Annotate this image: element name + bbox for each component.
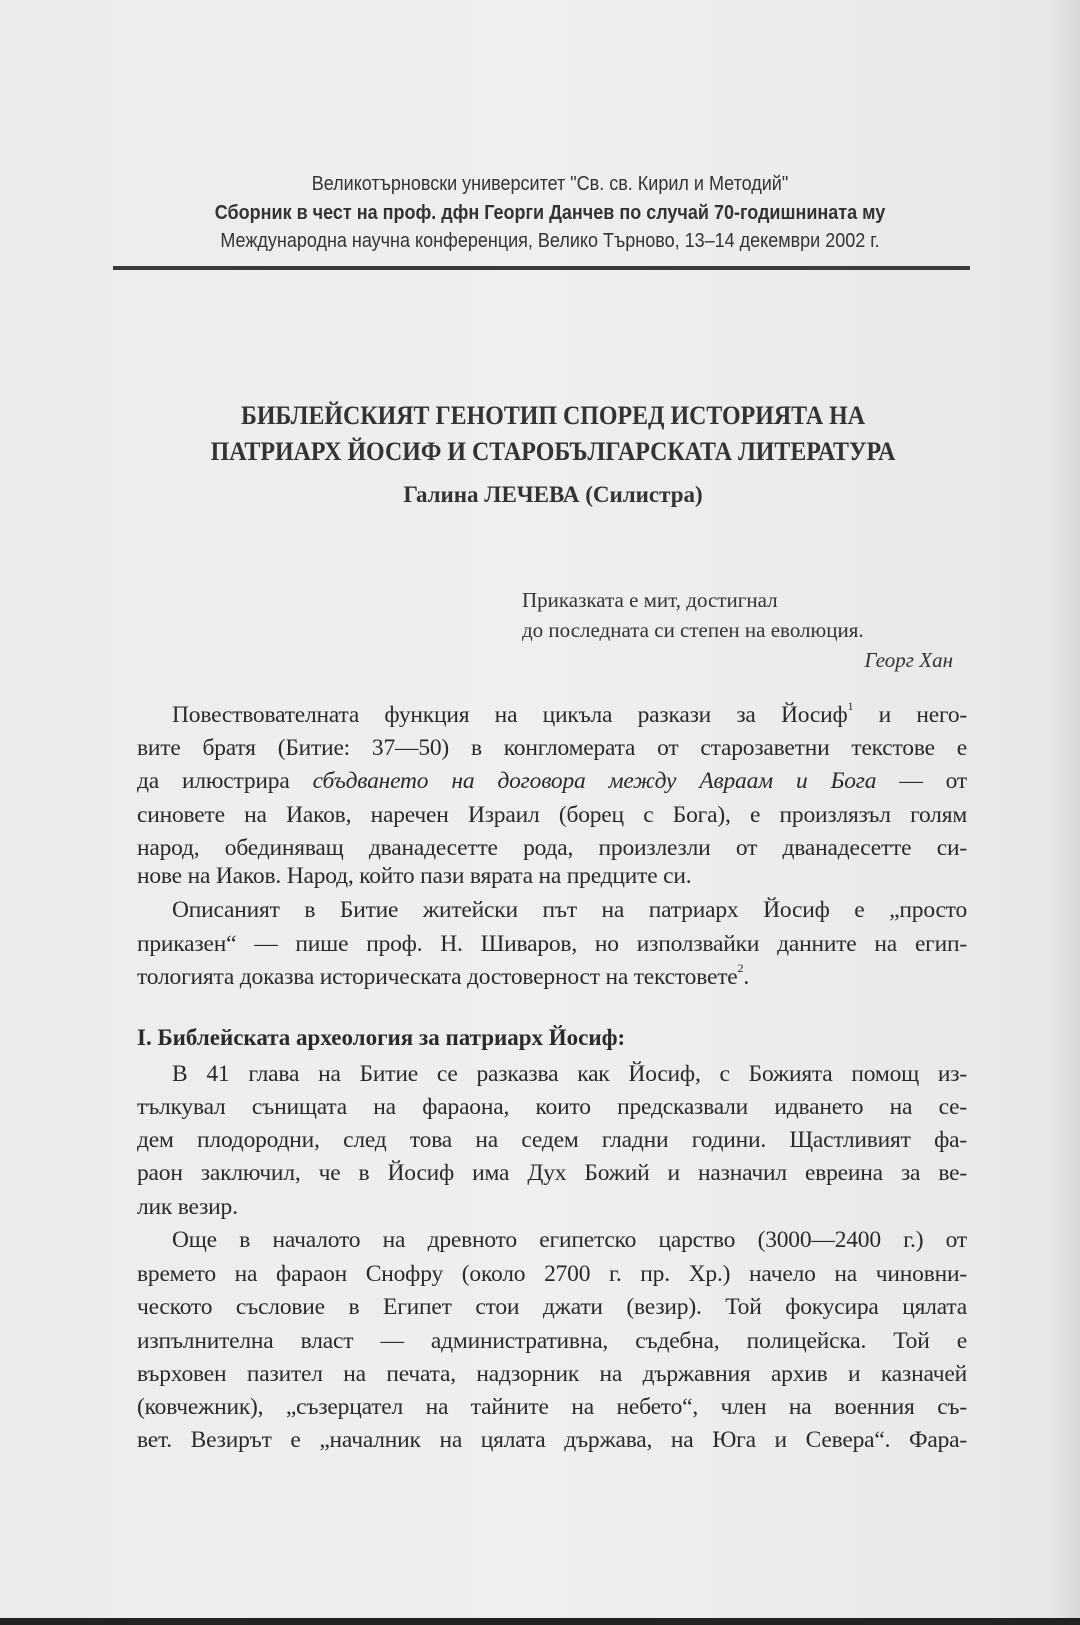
text-line — [137, 962, 967, 992]
italic-text: сбъдването на договора между Авраам и Бога — [312, 768, 877, 794]
text-line: раон заключил, че в Йосиф има Дух Божий и назначил евреина за ве- — [137, 1160, 967, 1186]
text-line: ческото съсловие в Египет стои джати (везир). Той фокусира цялата — [137, 1294, 967, 1320]
text-line: Още в началото на древното египетско царство (3000—2400 г.) от — [172, 1227, 967, 1253]
text: Повествователната функция на цикъла разкази за Йосиф — [172, 702, 848, 728]
text: . — [743, 964, 749, 990]
text-line: дем плодородни, след това на седем гладни години. Щастливият фа- — [137, 1127, 967, 1153]
text-line: народ, обединяващ дванадесетте рода, произлезли от дванадесетте си- — [137, 835, 967, 861]
text-line: приказен“ — пише проф. Н. Шиваров, но използвайки данните на егип- — [137, 931, 967, 957]
text-line — [137, 766, 967, 796]
footnote-ref-1[interactable]: 1 — [847, 699, 854, 713]
article-author: Галина ЛЕЧЕВА (Силистра) — [403, 482, 703, 507]
epigraph-line1: Приказката е мит, достигнал — [522, 588, 778, 612]
text-line: Описаният в Битие житейски път на патриарх Йосиф е „просто — [172, 897, 967, 923]
text-line: лик везир. — [137, 1194, 238, 1220]
text-line: В 41 глава на Битие се разказва как Йосиф, с Божията помощ из- — [172, 1061, 967, 1087]
text-line: върховен пазител на печата, надзорник на държавния архив и казначей — [137, 1361, 967, 1387]
text-line: нове на Иаков. Народ, който пази вярата на предците си. — [137, 863, 692, 889]
text-line: (ковчежник), „съзерцател на тайните на небето“, член на военния съ- — [137, 1394, 967, 1420]
text: да илюстрира — [137, 768, 313, 794]
footnote-ref-2[interactable]: 2 — [737, 961, 744, 975]
header-university: Великотърновски университет "Св. св. Кирил и Методий" — [311, 173, 789, 195]
article-title-line1: БИБЛЕЙСКИЯТ ГЕНОТИП СПОРЕД ИСТОРИЯТА НА — [241, 401, 865, 430]
article-title-line2: ПАТРИАРХ ЙОСИФ И СТАРОБЪЛГАРСКАТА ЛИТЕРАТУРА — [210, 437, 896, 466]
text-line: вите братя (Битие: 37—50) в конгломерата от старозаветни текстове е — [137, 735, 967, 761]
text-line: изпълнителна власт — административна, съдебна, полицейска. Той е — [137, 1328, 967, 1354]
text-line: вет. Везирът е „началник на цялата държава, на Юга и Севера“. Фара- — [137, 1427, 967, 1453]
section-heading: I. Библейската археология за патриарх Йосиф: — [137, 1025, 626, 1050]
text-line: синовете на Иаков, наречен Израил (борец с Бога), е произлязъл голям — [137, 802, 967, 828]
header-rule — [113, 266, 970, 270]
text: и него- — [853, 702, 967, 728]
scan-bottom-edge — [0, 1618, 1080, 1625]
epigraph-author: Георг Хан — [864, 648, 953, 672]
text-line — [172, 700, 967, 730]
header-collection: Сборник в чест на проф. дфн Георги Данчев по случай 70-годишнината му — [214, 202, 886, 224]
text-line: времето на фараон Снофру (около 2700 г. пр. Хр.) начело на чиновни- — [137, 1261, 967, 1287]
epigraph-line2: до последната си степен на еволюция. — [522, 618, 864, 642]
header-conference: Международна научна конференция, Велико Търново, 13–14 декември 2002 г. — [220, 230, 880, 252]
text: тологията доказва историческата достоверност на текстовете — [137, 964, 738, 990]
text: — от — [876, 768, 967, 794]
text-line: тълкувал сънищата на фараона, които предсказвали идването на се- — [137, 1094, 967, 1120]
